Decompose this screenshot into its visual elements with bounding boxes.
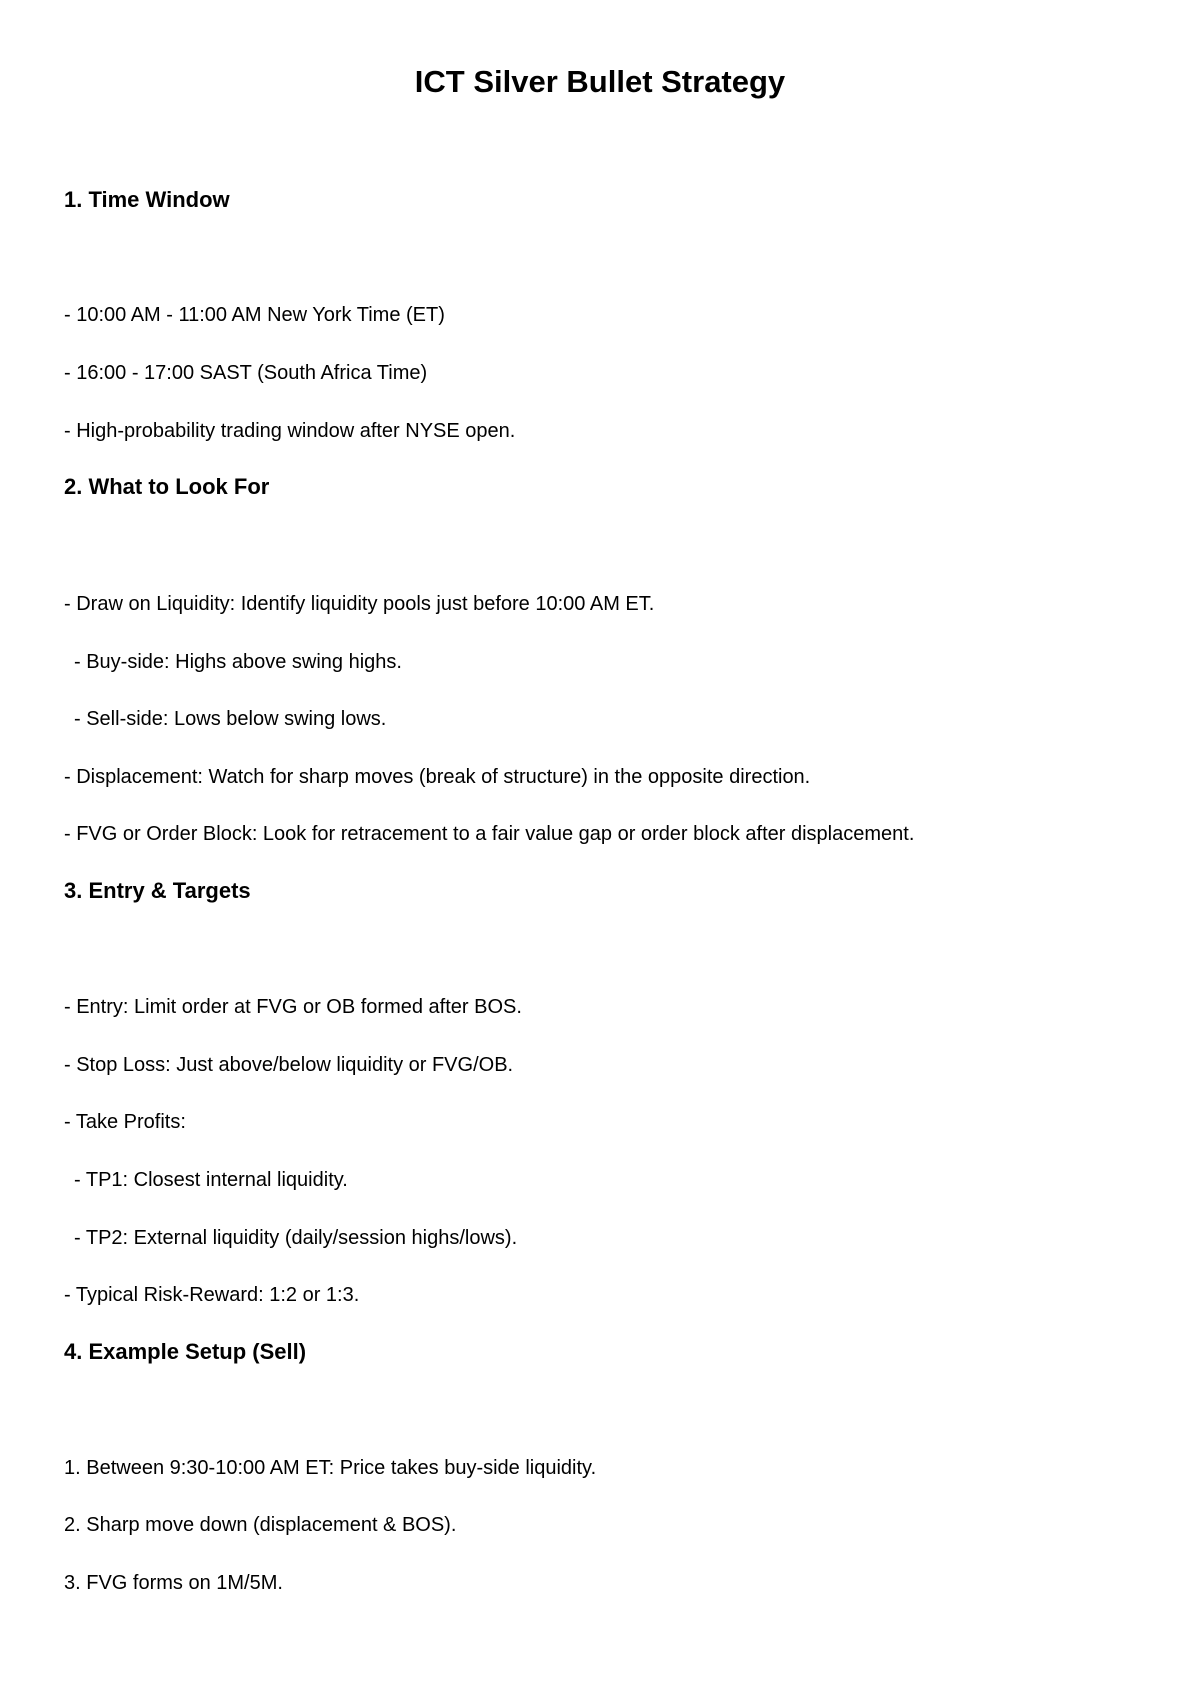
text-line: 2. Sharp move down (displacement & BOS). (64, 1514, 457, 1536)
text-line: - Stop Loss: Just above/below liquidity or FVG/OB. (64, 1054, 514, 1076)
text-line: - 16:00 - 17:00 SAST (South Africa Time) (64, 362, 428, 384)
text-line: - FVG or Order Block: Look for retracement to a fair value gap or order block after displacement. (64, 823, 915, 845)
text-line: - 10:00 AM - 11:00 AM New York Time (ET) (64, 304, 445, 326)
text-line: - TP1: Closest internal liquidity. (74, 1169, 348, 1191)
text-line: - Take Profits: (64, 1111, 186, 1133)
section-heading-what-to-look-for: 2. What to Look For (64, 474, 270, 499)
text-line: - Draw on Liquidity: Identify liquidity pools just before 10:00 AM ET. (64, 593, 655, 615)
text-line: - Entry: Limit order at FVG or OB formed after BOS. (64, 996, 522, 1018)
text-line: 3. FVG forms on 1M/5M. (64, 1572, 283, 1594)
section-heading-time-window: 1. Time Window (64, 187, 230, 212)
text-line: - Sell-side: Lows below swing lows. (74, 708, 387, 730)
text-line: - Typical Risk-Reward: 1:2 or 1:3. (64, 1284, 360, 1306)
text-line: - Buy-side: Highs above swing highs. (74, 651, 402, 673)
section-heading-example-setup: 4. Example Setup (Sell) (64, 1339, 307, 1364)
text-line: 1. Between 9:30-10:00 AM ET: Price takes buy-side liquidity. (64, 1457, 597, 1479)
section-heading-entry-targets: 3. Entry & Targets (64, 878, 251, 903)
page-title: ICT Silver Bullet Strategy (414, 64, 786, 99)
text-line: - Displacement: Watch for sharp moves (break of structure) in the opposite direction. (64, 766, 811, 788)
text-line: - TP2: External liquidity (daily/session highs/lows). (74, 1227, 518, 1249)
text-line: - High-probability trading window after NYSE open. (64, 420, 516, 442)
